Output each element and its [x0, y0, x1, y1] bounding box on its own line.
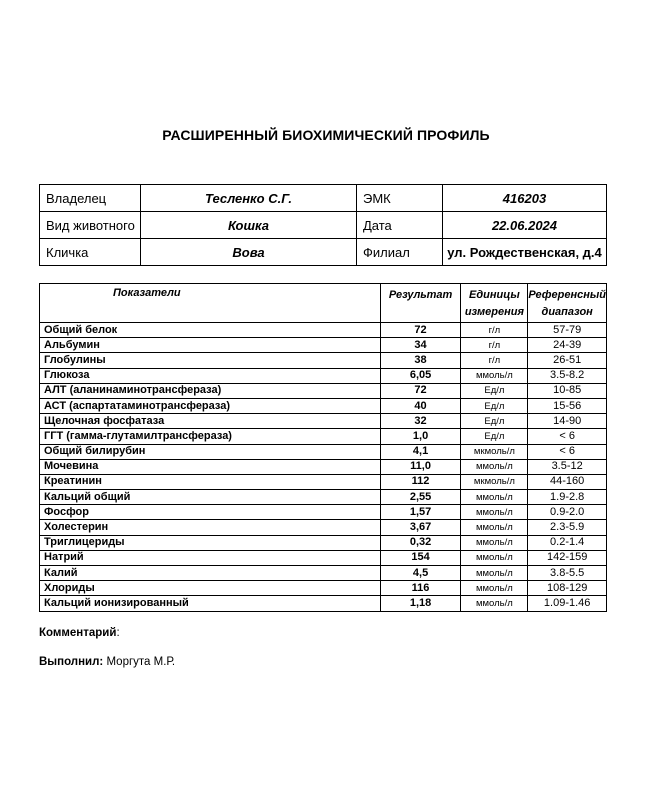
patient-info-table — [39, 184, 607, 266]
table-row — [40, 535, 607, 550]
unit-value: ммоль/л — [461, 550, 528, 565]
reference-range: 3.5-8.2 — [528, 368, 607, 383]
table-row — [40, 444, 607, 459]
unit-value: ммоль/л — [461, 505, 528, 520]
table-row — [40, 383, 607, 398]
indicator-name: Фосфор — [40, 505, 381, 520]
info-row-species — [40, 212, 607, 239]
reference-range: 15-56 — [528, 398, 607, 413]
reference-range: 1.09-1.46 — [528, 596, 607, 611]
unit-value: ммоль/л — [461, 459, 528, 474]
indicator-name: Натрий — [40, 550, 381, 565]
table-row — [40, 414, 607, 429]
result-value: 40 — [380, 398, 461, 413]
species-value: Кошка — [141, 212, 357, 239]
comment-line — [39, 627, 120, 639]
reference-range: 10-85 — [528, 383, 607, 398]
results-header-row — [40, 284, 607, 323]
pet-name-value: Вова — [141, 239, 357, 266]
reference-range: 24-39 — [528, 338, 607, 353]
indicator-name: Кальций общий — [40, 490, 381, 505]
unit-value: ммоль/л — [461, 520, 528, 535]
reference-range: 3.5-12 — [528, 459, 607, 474]
pet-name-label: Кличка — [40, 239, 141, 266]
result-value: 1,18 — [380, 596, 461, 611]
indicator-name: Триглицериды — [40, 535, 381, 550]
info-row-owner — [40, 185, 607, 212]
unit-value: Ед/л — [461, 383, 528, 398]
reference-range: 57-79 — [528, 323, 607, 338]
signed-value: Моргута М.Р. — [103, 656, 176, 668]
result-value: 38 — [380, 353, 461, 368]
unit-value: ммоль/л — [461, 368, 528, 383]
table-row — [40, 398, 607, 413]
unit-value: Ед/л — [461, 429, 528, 444]
indicator-name: Креатинин — [40, 474, 381, 489]
reference-range: 1.9-2.8 — [528, 490, 607, 505]
table-row — [40, 429, 607, 444]
result-value: 154 — [380, 550, 461, 565]
result-value: 6,05 — [380, 368, 461, 383]
indicator-name: ГГТ (гамма-глутамилтрансфераза) — [40, 429, 381, 444]
unit-value: ммоль/л — [461, 490, 528, 505]
reference-range: < 6 — [528, 444, 607, 459]
unit-value: ммоль/л — [461, 581, 528, 596]
indicator-name: Кальций ионизированный — [40, 596, 381, 611]
result-value: 2,55 — [380, 490, 461, 505]
results-body — [40, 323, 607, 612]
indicator-name: АСТ (аспартатаминотрансфераза) — [40, 398, 381, 413]
unit-value: Ед/л — [461, 414, 528, 429]
species-label: Вид животного — [40, 212, 141, 239]
header-reference: Референсный диапазон — [528, 284, 607, 323]
result-value: 116 — [380, 581, 461, 596]
emk-label: ЭМК — [357, 185, 443, 212]
result-value: 3,67 — [380, 520, 461, 535]
date-value: 22.06.2024 — [443, 212, 607, 239]
header-units: Единицы измерения — [461, 284, 528, 323]
reference-range: 142-159 — [528, 550, 607, 565]
result-value: 34 — [380, 338, 461, 353]
branch-label: Филиал — [357, 239, 443, 266]
reference-range: 2.3-5.9 — [528, 520, 607, 535]
table-row — [40, 566, 607, 581]
table-row — [40, 505, 607, 520]
indicator-name: Щелочная фосфатаза — [40, 414, 381, 429]
reference-range: 3.8-5.5 — [528, 566, 607, 581]
unit-value: мкмоль/л — [461, 474, 528, 489]
unit-value: г/л — [461, 353, 528, 368]
result-value: 1,0 — [380, 429, 461, 444]
signed-line — [39, 656, 175, 668]
reference-range: < 6 — [528, 429, 607, 444]
unit-value: г/л — [461, 323, 528, 338]
result-value: 4,1 — [380, 444, 461, 459]
table-row — [40, 474, 607, 489]
indicator-name: Калий — [40, 566, 381, 581]
result-value: 11,0 — [380, 459, 461, 474]
table-row — [40, 490, 607, 505]
reference-range: 26-51 — [528, 353, 607, 368]
table-row — [40, 550, 607, 565]
page-title: РАСШИРЕННЫЙ БИОХИМИЧЕСКИЙ ПРОФИЛЬ — [162, 127, 490, 143]
result-value: 32 — [380, 414, 461, 429]
table-row — [40, 520, 607, 535]
indicator-name: Общий белок — [40, 323, 381, 338]
branch-value: ул. Рождественская, д.4 — [443, 239, 607, 266]
owner-value: Тесленко С.Г. — [141, 185, 357, 212]
result-value: 4,5 — [380, 566, 461, 581]
indicator-name: Общий билирубин — [40, 444, 381, 459]
table-row — [40, 323, 607, 338]
info-row-name — [40, 239, 607, 266]
indicator-name: Хлориды — [40, 581, 381, 596]
unit-value: г/л — [461, 338, 528, 353]
indicator-name: Мочевина — [40, 459, 381, 474]
emk-value: 416203 — [443, 185, 607, 212]
comment-label: Комментарий — [39, 627, 117, 639]
reference-range: 14-90 — [528, 414, 607, 429]
comment-colon: : — [116, 627, 120, 639]
result-value: 1,57 — [380, 505, 461, 520]
result-value: 72 — [380, 323, 461, 338]
unit-value: ммоль/л — [461, 596, 528, 611]
table-row — [40, 459, 607, 474]
table-row — [40, 353, 607, 368]
result-value: 72 — [380, 383, 461, 398]
reference-range: 0.2-1.4 — [528, 535, 607, 550]
signed-label: Выполнил: — [39, 656, 104, 668]
table-row — [40, 581, 607, 596]
result-value: 112 — [380, 474, 461, 489]
reference-range: 44-160 — [528, 474, 607, 489]
unit-value: ммоль/л — [461, 566, 528, 581]
header-result: Результат — [380, 284, 461, 323]
reference-range: 108-129 — [528, 581, 607, 596]
indicator-name: Альбумин — [40, 338, 381, 353]
table-row — [40, 596, 607, 611]
results-table — [39, 283, 607, 612]
table-row — [40, 338, 607, 353]
table-row — [40, 368, 607, 383]
indicator-name: Холестерин — [40, 520, 381, 535]
owner-label: Владелец — [40, 185, 141, 212]
header-indicator: Показатели — [40, 284, 381, 323]
unit-value: мкмоль/л — [461, 444, 528, 459]
unit-value: ммоль/л — [461, 535, 528, 550]
result-value: 0,32 — [380, 535, 461, 550]
indicator-name: Глобулины — [40, 353, 381, 368]
date-label: Дата — [357, 212, 443, 239]
indicator-name: Глюкоза — [40, 368, 381, 383]
indicator-name: АЛТ (аланинаминотрансфераза) — [40, 383, 381, 398]
unit-value: Ед/л — [461, 398, 528, 413]
reference-range: 0.9-2.0 — [528, 505, 607, 520]
